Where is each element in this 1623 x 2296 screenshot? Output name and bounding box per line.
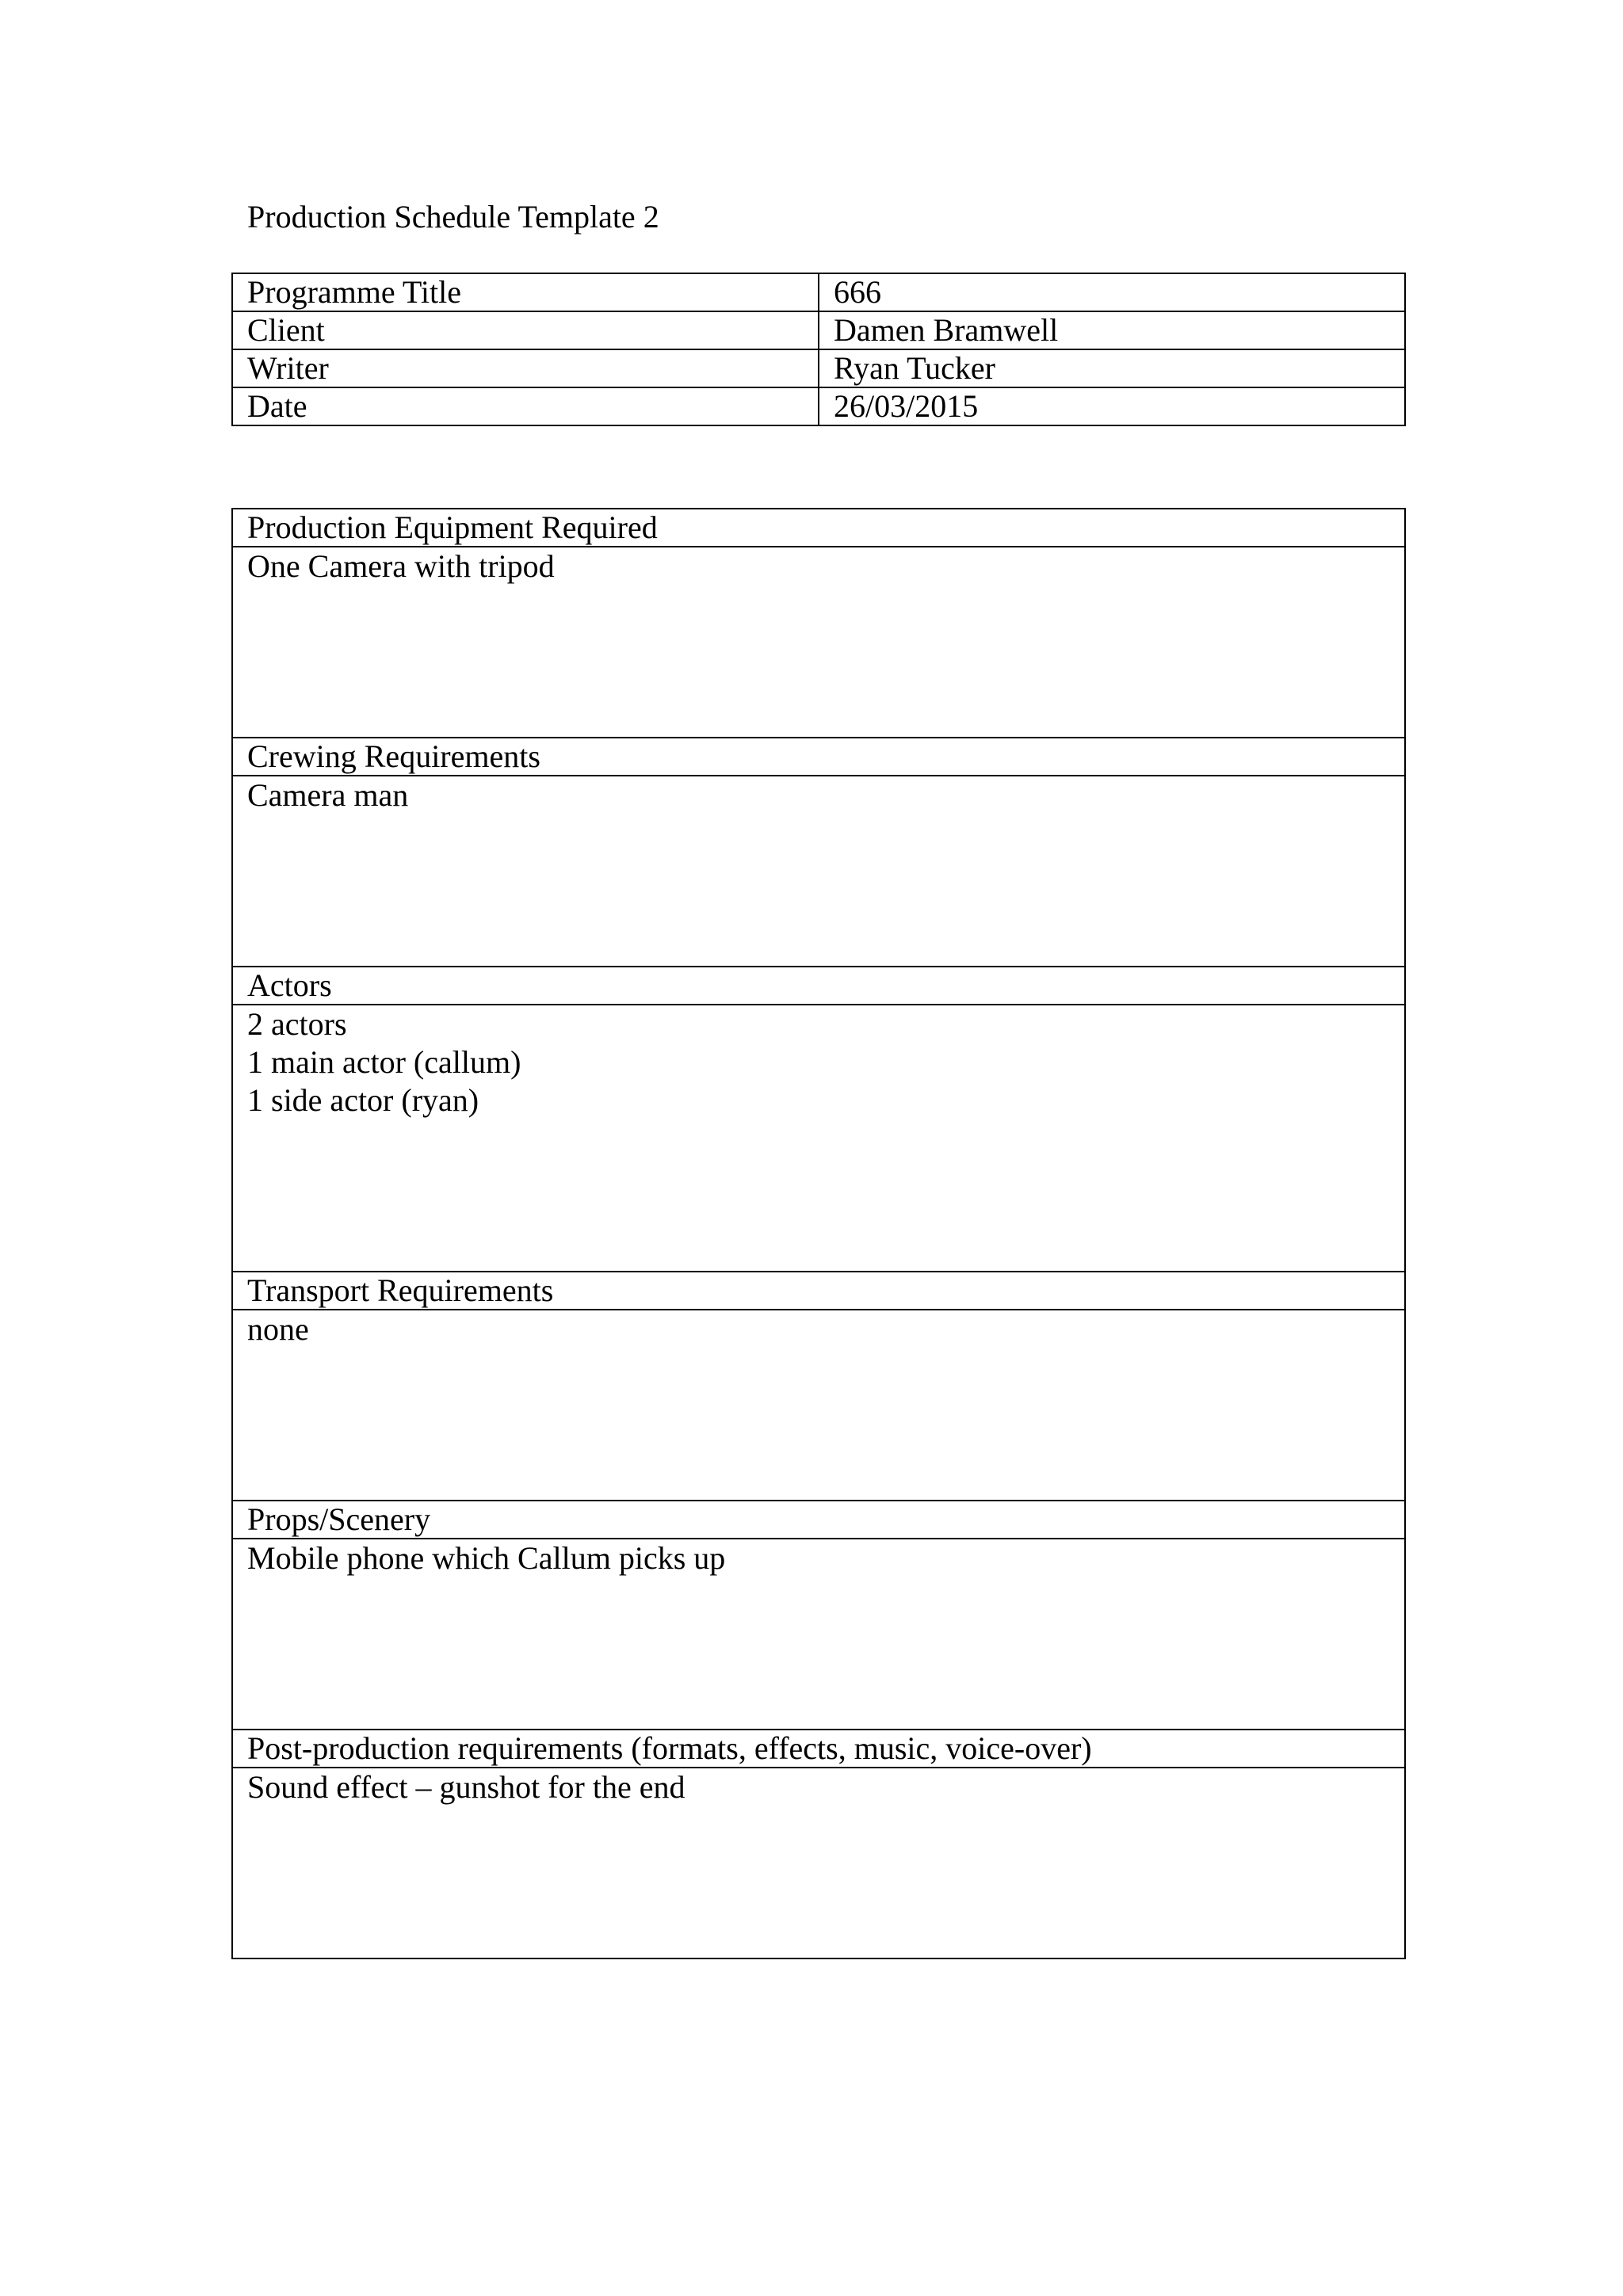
section-header-row [232, 509, 1405, 547]
section-body-row [232, 1768, 1405, 1958]
writer-label: Writer [232, 349, 819, 387]
content-line: One Camera with tripod [247, 548, 555, 584]
table-row [232, 349, 1405, 387]
table-row [232, 311, 1405, 349]
table-row [232, 387, 1405, 425]
section-body-row [232, 1539, 1405, 1730]
section-header-row [232, 967, 1405, 1005]
page-title: Production Schedule Template 2 [247, 199, 659, 235]
production-equipment-heading: Production Equipment Required [232, 509, 1405, 547]
post-production-heading: Post-production requirements (formats, effects, music, voice-over) [232, 1730, 1405, 1768]
transport-requirements-content [232, 1310, 1405, 1501]
content-line: 2 actors [247, 1006, 347, 1042]
requirements-table [231, 508, 1406, 1959]
client-value: Damen Bramwell [819, 311, 1405, 349]
content-line: Camera man [247, 777, 409, 813]
section-body-row [232, 776, 1405, 967]
table-row [232, 273, 1405, 311]
section-header-row [232, 1730, 1405, 1768]
crewing-requirements-content [232, 776, 1405, 967]
section-header-row [232, 1501, 1405, 1539]
section-body-row [232, 547, 1405, 738]
section-body-row [232, 1310, 1405, 1501]
section-header-row [232, 1272, 1405, 1310]
content-line: Sound effect – gunshot for the end [247, 1769, 685, 1805]
transport-requirements-heading: Transport Requirements [232, 1272, 1405, 1310]
programme-title-label: Programme Title [232, 273, 819, 311]
writer-value: Ryan Tucker [819, 349, 1405, 387]
content-line: 1 main actor (callum) [247, 1044, 521, 1080]
date-value: 26/03/2015 [819, 387, 1405, 425]
content-line: 1 side actor (ryan) [247, 1082, 479, 1118]
production-equipment-content [232, 547, 1405, 738]
programme-title-value: 666 [819, 273, 1405, 311]
section-header-row [232, 738, 1405, 776]
section-body-row [232, 1005, 1405, 1272]
client-label: Client [232, 311, 819, 349]
post-production-content [232, 1768, 1405, 1958]
date-label: Date [232, 387, 819, 425]
crewing-requirements-heading: Crewing Requirements [232, 738, 1405, 776]
props-scenery-heading: Props/Scenery [232, 1501, 1405, 1539]
actors-content [232, 1005, 1405, 1272]
programme-info-table [231, 273, 1406, 426]
props-scenery-content [232, 1539, 1405, 1730]
actors-heading: Actors [232, 967, 1405, 1005]
content-line: none [247, 1311, 309, 1347]
content-line: Mobile phone which Callum picks up [247, 1540, 726, 1576]
